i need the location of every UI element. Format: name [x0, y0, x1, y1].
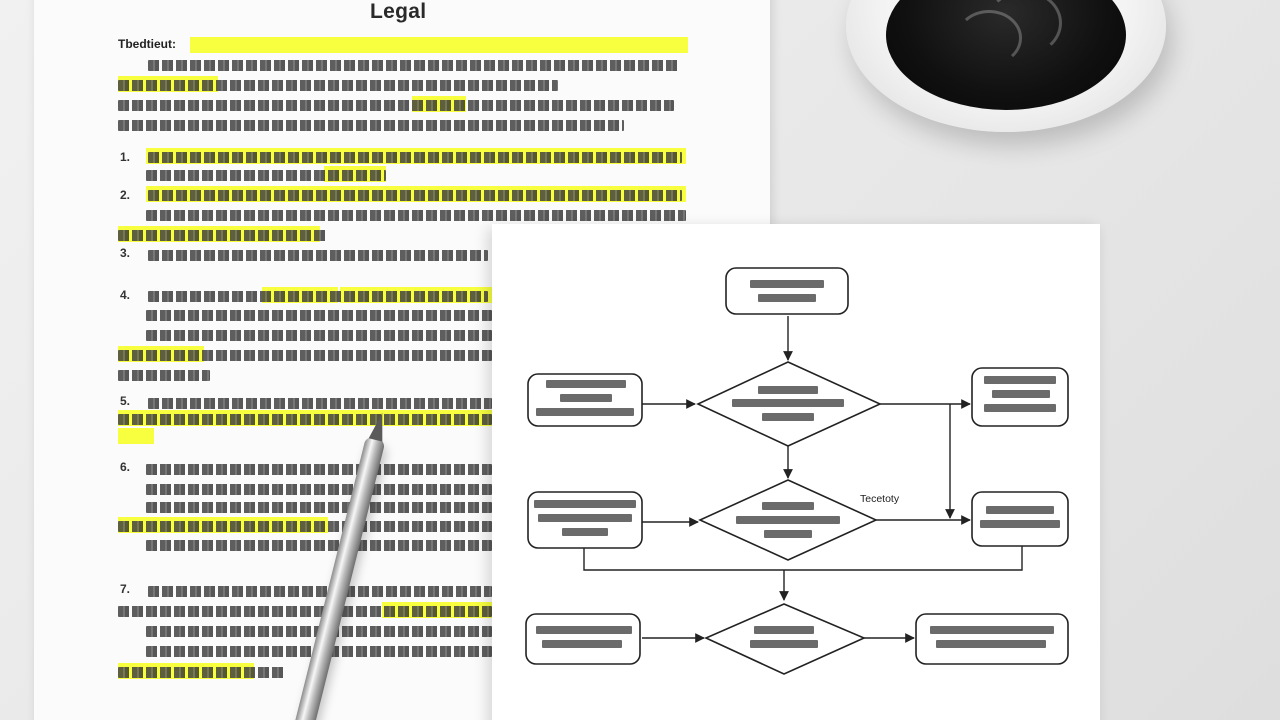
list-marker: 3.: [120, 246, 131, 260]
coffee-cup: [846, 0, 1166, 132]
node-text: [562, 528, 608, 536]
text-line: [118, 667, 284, 678]
text-line: [146, 540, 492, 551]
flowchart: [492, 224, 1100, 720]
text-line: [118, 100, 674, 111]
node-text: [546, 380, 626, 388]
highlight: [190, 37, 688, 53]
node-text: [536, 408, 634, 416]
node-text: [534, 500, 636, 508]
text-line: [118, 230, 328, 241]
text-line: [146, 464, 492, 475]
document-title: Legal: [370, 0, 427, 23]
end-node: [916, 614, 1068, 664]
node-text: [762, 413, 814, 421]
node-text: [758, 386, 818, 394]
node-text: [536, 626, 632, 634]
text-line: [148, 586, 492, 597]
text-line: [118, 80, 558, 91]
text-line: [146, 502, 492, 513]
node-text: [764, 530, 812, 538]
node-text: [750, 280, 824, 288]
text-line: [148, 152, 682, 163]
list-marker: 4.: [120, 288, 131, 302]
process-node: [526, 614, 640, 664]
decision-node: [706, 604, 864, 674]
list-marker: 2.: [120, 188, 131, 202]
node-text: [936, 640, 1046, 648]
text-line: [118, 606, 492, 617]
node-text: [758, 294, 816, 302]
text-line: [118, 120, 624, 131]
text-line: [148, 250, 488, 261]
text-line: [148, 398, 492, 409]
text-line: [146, 484, 492, 495]
node-text: [984, 376, 1056, 384]
document-label: Tbedtieut:: [118, 37, 176, 51]
text-line: [118, 414, 492, 425]
process-node: [972, 492, 1068, 546]
branch-label: Tecetoty: [860, 493, 900, 505]
text-line: [118, 350, 492, 361]
flowchart-sheet: [492, 224, 1100, 720]
list-marker: 7.: [120, 582, 131, 596]
highlight: [118, 428, 154, 444]
text-line: [146, 170, 386, 181]
text-line: [118, 521, 492, 532]
node-text: [732, 399, 844, 407]
text-line: [118, 370, 210, 381]
node-text: [984, 404, 1056, 412]
node-text: [736, 516, 840, 524]
node-text: [754, 626, 814, 634]
node-text: [542, 640, 622, 648]
node-text: [992, 390, 1050, 398]
list-marker: 6.: [120, 460, 131, 474]
node-text: [980, 520, 1060, 528]
text-line: [146, 330, 492, 341]
text-line: [148, 60, 680, 71]
list-marker: 5.: [120, 394, 131, 408]
node-text: [986, 506, 1054, 514]
text-line: [146, 210, 686, 221]
text-line: [148, 291, 488, 302]
text-line: [146, 310, 492, 321]
text-line: [148, 190, 682, 201]
node-text: [560, 394, 612, 402]
node-text: [538, 514, 632, 522]
start-node: [726, 268, 848, 314]
node-text: [750, 640, 818, 648]
node-text: [930, 626, 1054, 634]
list-marker: 1.: [120, 150, 131, 164]
node-text: [762, 502, 814, 510]
